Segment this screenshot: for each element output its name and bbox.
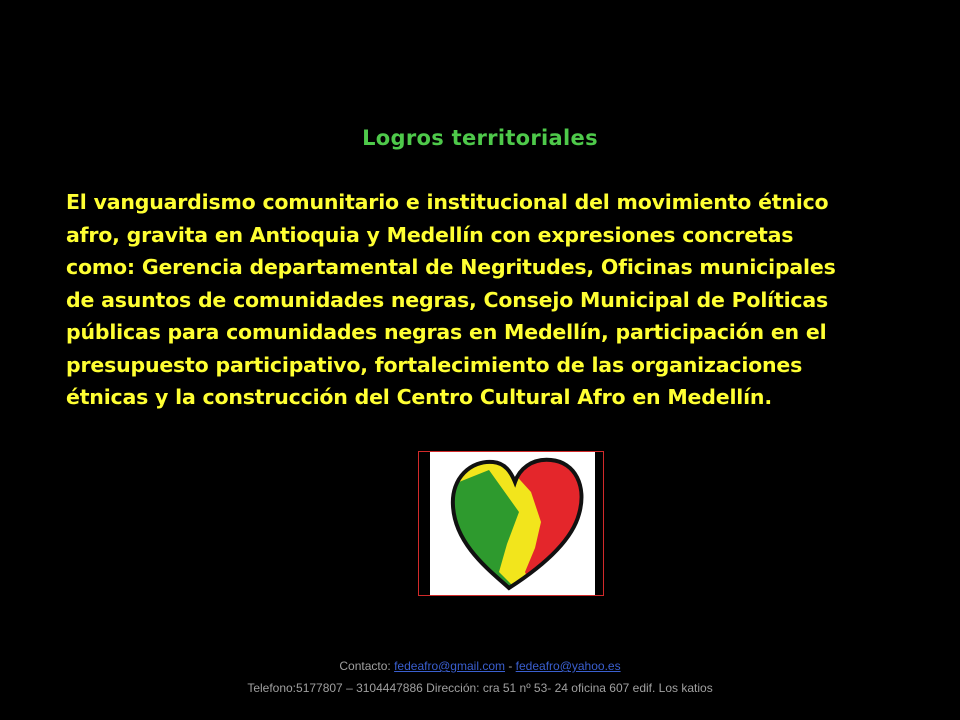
body-line: públicas para comunidades negras en Medellín, participación en el <box>66 320 827 344</box>
contact-label: Contacto: <box>339 659 395 673</box>
body-line: afro, gravita en Antioquia y Medellín con expresiones concretas <box>66 222 794 247</box>
footer-contact <box>0 659 960 673</box>
body-line: presupuesto participativo, fortalecimiento de las organizaciones <box>66 352 803 377</box>
body-line: de asuntos de comunidades negras, Consejo Municipal de Políticas <box>66 287 828 312</box>
email-link-yahoo[interactable]: fedeafro@yahoo.es <box>515 659 621 673</box>
body-line: como: Gerencia departamental de Negritudes, Oficinas municipales <box>66 255 836 279</box>
heart-icon <box>419 452 605 597</box>
slide-title: Logros territoriales <box>362 126 598 150</box>
heart-image <box>418 451 604 596</box>
body-line: étnicas y la construcción del Centro Cultural Afro en Medellín. <box>66 385 772 409</box>
email-link-gmail[interactable]: fedeafro@gmail.com <box>394 659 505 673</box>
footer-address: Telefono:5177807 – 3104447886 Dirección: cra 51 nº 53- 24 oficina 607 edif. Los katios <box>247 681 713 695</box>
slide-body <box>66 186 926 414</box>
body-line: El vanguardismo comunitario e institucional del movimiento étnico <box>66 190 829 214</box>
email-separator: - <box>505 659 516 673</box>
